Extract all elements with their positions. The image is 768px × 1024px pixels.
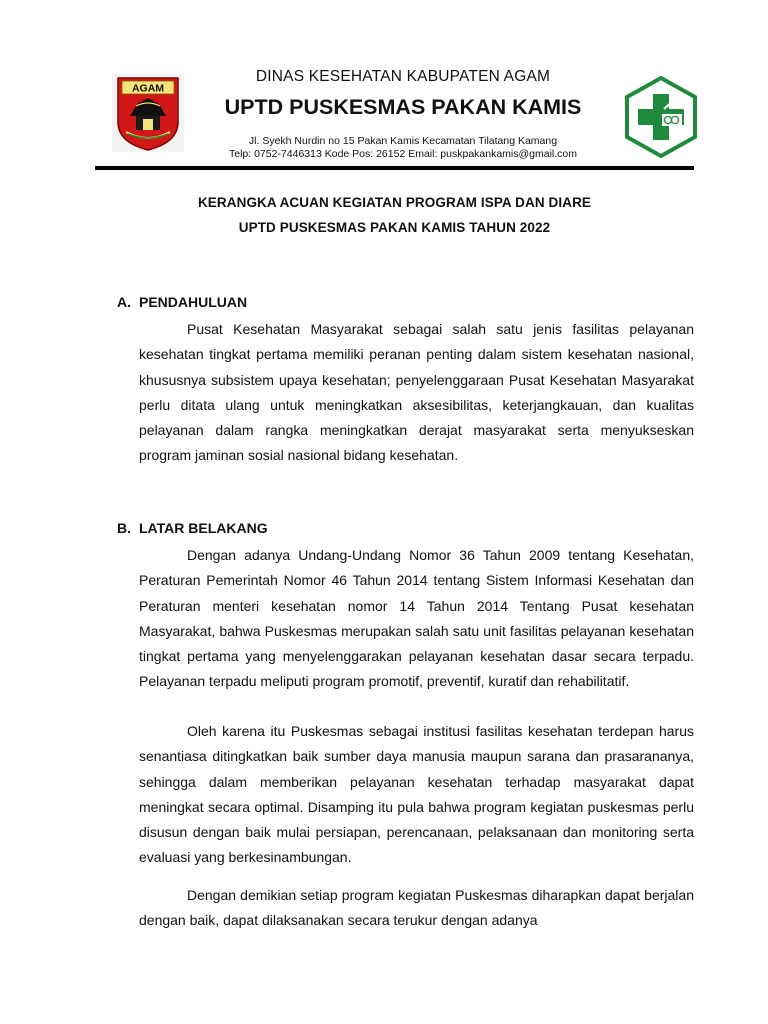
section-b-number: B. (117, 520, 131, 536)
institution-name: UPTD PUSKESMAS PAKAN KAMIS (224, 95, 582, 119)
address-line: Jl. Syekh Nurdin no 15 Pakan Kamis Kecamatan Tilatang Kamang (248, 135, 558, 147)
section-a-paragraph-1: Pusat Kesehatan Masyarakat sebagai salah satu jenis fasilitas pelayanan kesehatan tingkat pertama memiliki peranan penting dalam sistem kesehatan nasional, khususnya subsistem upaya kesehatan; penyelenggaraan Pusat Kesehatan Masyarakat perlu ditata ulang untuk meningkatkan aksesibilitas, keterjangkauan, dan kualitas pelayanan dalam rangka meningkatkan derajat masyarakat serta menyukseskan program jaminan sosial nasional bidang kesehatan. (139, 321, 694, 464)
contact-line: Telp: 0752-7446313 Kode Pos: 26152 Email: puskpakankamis@gmail.com (228, 148, 578, 160)
section-b-heading (117, 520, 268, 536)
section-a-title: PENDAHULUAN (139, 294, 248, 310)
section-b-title: LATAR BELAKANG (139, 520, 268, 536)
section-b-paragraph-1: Dengan adanya Undang-Undang Nomor 36 Tahun 2009 tentang Kesehatan, Peraturan Pemerintah Nomor 46 Tahun 2014 tentang Sistem Informasi Kesehatan dan Peraturan menteri kesehatan nomor 14 Tahun 2014 Tentang Pusat kesehatan Masyarakat, bahwa Puskesmas merupakan salah satu unit fasilitas pelayanan kesehatan tingkat pertama yang menyelenggarakan pelayanan kesehatan dasar secara terpadu. Pelayanan terpadu meliputi program promotif, preventif, kuratif dan rehabilitatif. (139, 547, 694, 690)
agency-name: DINAS KESEHATAN KABUPATEN AGAM (255, 68, 551, 85)
document-title-line-2: UPTD PUSKESMAS PAKAN KAMIS TAHUN 2022 (238, 220, 551, 235)
puskesmas-cross-logo-icon (624, 76, 698, 158)
crest-text: AGAM (131, 82, 165, 95)
agam-regency-crest-icon (112, 74, 184, 152)
letterhead-divider (95, 166, 694, 170)
section-a-number: A. (117, 294, 131, 310)
document-title-line-1: KERANGKA ACUAN KEGIATAN PROGRAM ISPA DAN DIARE (197, 195, 592, 210)
section-b-paragraph-3: Dengan demikian setiap program kegiatan Puskesmas diharapkan dapat berjalan dengan baik, dapat dilaksanakan secara terukur dengan adanya (139, 887, 694, 929)
section-a-heading (117, 294, 247, 310)
section-b-paragraph-2: Oleh karena itu Puskesmas sebagai institusi fasilitas kesehatan terdepan harus senantiasa ditingkatkan baik sumber daya manusia maupun sarana dan prasarananya, sehingga dalam memberikan pelayanan kesehatan terhadap masyarakat dapat meningkat secara optimal. Disamping itu pula bahwa program kegiatan puskesmas perlu disusun dengan baik mulai persiapan, perencanaan, pelaksanaan dan monitoring serta evaluasi yang berkesinambungan. (139, 723, 694, 866)
